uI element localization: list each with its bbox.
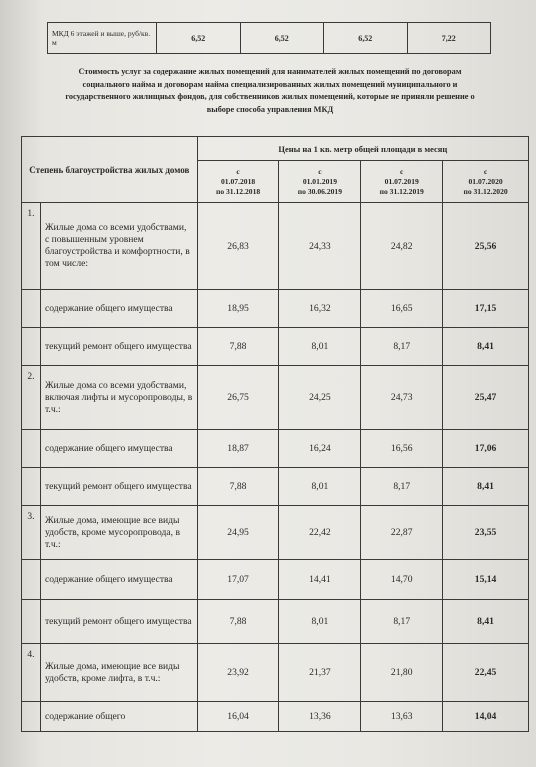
period-header: с 01.07.2018 по 31.12.2018 [197, 161, 279, 203]
value-cell: 13,36 [279, 702, 361, 732]
value-cell: 13,63 [361, 702, 443, 732]
row-number [22, 560, 41, 600]
value-cell: 6,52 [324, 23, 408, 54]
value-cell: 8,41 [443, 468, 529, 506]
value-cell: 24,25 [279, 366, 361, 430]
row-label: МКД 6 этажей и выше, руб/кв. м [48, 23, 157, 54]
price-table [21, 136, 529, 732]
value-cell: 23,55 [443, 506, 529, 560]
value-cell: 22,87 [361, 506, 443, 560]
row-label: Жилые дома со всеми удобствами, с повышенным уровнем благоустройства и комфортности, в том числе: [40, 203, 197, 290]
value-cell: 16,04 [197, 702, 279, 732]
row-number [22, 600, 41, 644]
table-row [22, 468, 529, 506]
value-cell: 8,01 [279, 468, 361, 506]
row-label: Жилые дома, имеющие все виды удобств, кроме мусоропровода, в т.ч.: [40, 506, 197, 560]
row-label: текущий ремонт общего имущества [40, 600, 197, 644]
value-cell: 18,87 [197, 430, 279, 468]
value-cell: 16,65 [361, 290, 443, 328]
row-label: текущий ремонт общего имущества [40, 468, 197, 506]
value-cell: 24,82 [361, 203, 443, 290]
table-row [22, 366, 529, 430]
row-number [22, 430, 41, 468]
value-cell: 8,17 [361, 468, 443, 506]
value-cell: 21,80 [361, 644, 443, 702]
table-row [22, 328, 529, 366]
value-cell: 6,52 [157, 23, 241, 54]
value-cell: 26,83 [197, 203, 279, 290]
value-cell: 18,95 [197, 290, 279, 328]
row-number [22, 328, 41, 366]
value-cell: 17,07 [197, 560, 279, 600]
value-cell: 22,42 [279, 506, 361, 560]
value-cell: 25,47 [443, 366, 529, 430]
value-cell: 14,70 [361, 560, 443, 600]
table-row [22, 702, 529, 732]
value-cell: 7,88 [197, 468, 279, 506]
table-row [22, 560, 529, 600]
value-cell: 24,73 [361, 366, 443, 430]
value-cell: 22,45 [443, 644, 529, 702]
value-cell: 17,15 [443, 290, 529, 328]
table-row [22, 290, 529, 328]
value-cell: 16,56 [361, 430, 443, 468]
row-number [22, 290, 41, 328]
table-row [22, 430, 529, 468]
row-label: Жилые дома, имеющие все виды удобств, кроме лифта, в т.ч.: [40, 644, 197, 702]
value-cell: 14,04 [443, 702, 529, 732]
row-label: содержание общего имущества [40, 560, 197, 600]
row-label: Жилые дома со всеми удобствами, включая лифты и мусоропроводы, в т.ч.: [40, 366, 197, 430]
table-row [22, 506, 529, 560]
value-cell: 24,33 [279, 203, 361, 290]
table-row [22, 203, 529, 290]
value-cell: 8,01 [279, 328, 361, 366]
previous-table-fragment [47, 22, 491, 54]
value-cell: 8,17 [361, 600, 443, 644]
value-cell: 8,41 [443, 600, 529, 644]
value-cell: 14,41 [279, 560, 361, 600]
value-cell: 16,32 [279, 290, 361, 328]
row-label: текущий ремонт общего имущества [40, 328, 197, 366]
value-cell: 7,22 [407, 23, 491, 54]
row-number: 3. [22, 506, 41, 560]
table-row [22, 600, 529, 644]
value-cell: 7,88 [197, 328, 279, 366]
value-cell: 26,75 [197, 366, 279, 430]
row-label: содержание общего имущества [40, 290, 197, 328]
value-cell: 23,92 [197, 644, 279, 702]
value-cell: 16,24 [279, 430, 361, 468]
table-header-row [22, 137, 529, 161]
column-header-price: Цены на 1 кв. метр общей площади в месяц [197, 137, 528, 161]
period-header: с 01.07.2020 по 31.12.2020 [443, 161, 529, 203]
column-header-type: Степень благоустройства жилых домов [22, 137, 198, 203]
row-label: содержание общего имущества [40, 430, 197, 468]
value-cell: 24,95 [197, 506, 279, 560]
period-header: с 01.07.2019 по 31.12.2019 [361, 161, 443, 203]
row-number: 2. [22, 366, 41, 430]
period-header: с 01.01.2019 по 30.06.2019 [279, 161, 361, 203]
row-label: содержание общего [40, 702, 197, 732]
row-number [22, 468, 41, 506]
value-cell: 8,41 [443, 328, 529, 366]
value-cell: 6,52 [240, 23, 324, 54]
row-number: 4. [22, 644, 41, 702]
value-cell: 7,88 [197, 600, 279, 644]
table-row [22, 644, 529, 702]
section-heading: Стоимость услуг за содержание жилых помещений для нанимателей жилых помещений по договорам социального найма и договорам найма специализированных жилых помещений муниципального и государственного жилищных фондов, для собственников жилых помещений, которые не приняли решение о выборе способа управления МКД [65, 67, 475, 114]
value-cell: 25,56 [443, 203, 529, 290]
value-cell: 21,37 [279, 644, 361, 702]
row-number: 1. [22, 203, 41, 290]
value-cell: 17,06 [443, 430, 529, 468]
value-cell: 8,17 [361, 328, 443, 366]
row-number [22, 702, 41, 732]
table-row [48, 23, 491, 54]
value-cell: 15,14 [443, 560, 529, 600]
value-cell: 8,01 [279, 600, 361, 644]
